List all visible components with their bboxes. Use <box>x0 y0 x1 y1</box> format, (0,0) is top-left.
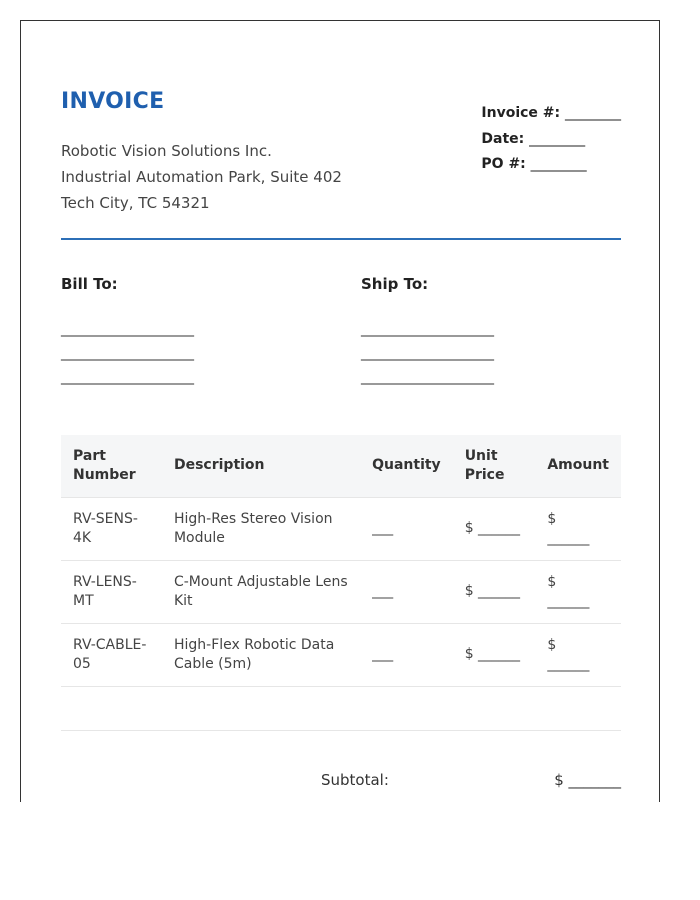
quantity-cell: ___ <box>360 560 453 623</box>
amount-cell <box>535 560 621 623</box>
po-number-row <box>481 152 621 178</box>
bill-to-label: Bill To: <box>61 275 118 293</box>
amount-currency: $ <box>547 510 557 527</box>
empty-cell <box>453 686 536 730</box>
part-number-cell: RV-LENS-MT <box>61 560 162 623</box>
invoice-date-row <box>481 127 621 153</box>
quantity-cell: ___ <box>360 497 453 560</box>
quantity-cell: ___ <box>360 623 453 686</box>
bill-to-line: ___________________ <box>61 369 194 385</box>
ship-to-block <box>361 275 601 389</box>
table-header-row <box>61 435 621 497</box>
ship-to-line: ___________________ <box>361 321 494 337</box>
bill-to-line: ___________________ <box>61 345 194 361</box>
header-amount: Amount <box>535 435 621 497</box>
table-row <box>61 560 621 623</box>
empty-cell <box>61 686 162 730</box>
header-description: Description <box>162 435 360 497</box>
invoice-title: INVOICE <box>61 89 165 114</box>
amount-value: ______ <box>547 592 590 609</box>
unit-price-cell: $ ______ <box>453 560 536 623</box>
empty-cell <box>162 686 360 730</box>
amount-currency: $ <box>547 636 557 653</box>
unit-price-cell: $ ______ <box>453 497 536 560</box>
subtotal-label: Subtotal: <box>321 771 389 789</box>
description-cell: High-Flex Robotic Data Cable (5m) <box>162 623 360 686</box>
header-divider <box>61 238 621 240</box>
part-number-cell: RV-SENS-4K <box>61 497 162 560</box>
po-number-label: PO #: <box>481 156 526 172</box>
empty-cell <box>360 686 453 730</box>
invoice-date-label: Date: <box>481 130 525 147</box>
bill-to-line: ___________________ <box>61 321 194 337</box>
invoice-number-row <box>481 101 621 127</box>
invoice-number-label: Invoice #: <box>481 105 561 121</box>
ship-to-label: Ship To: <box>361 275 429 293</box>
table-row <box>61 497 621 560</box>
amount-value: ______ <box>547 529 590 546</box>
line-items-table <box>61 435 621 731</box>
header-unit-price: Unit Price <box>453 435 536 497</box>
part-number-cell: RV-CABLE-05 <box>61 623 162 686</box>
header-quantity: Quantity <box>360 435 453 497</box>
amount-cell <box>535 623 621 686</box>
empty-cell <box>535 686 621 730</box>
subtotal-value: $ _______ <box>554 771 621 789</box>
description-cell: High-Res Stereo Vision Module <box>162 497 360 560</box>
invoice-date-value: ________ <box>529 130 586 147</box>
company-address-line1: Industrial Automation Park, Suite 402 <box>61 168 342 186</box>
invoice-meta <box>481 101 621 178</box>
description-cell: C-Mount Adjustable Lens Kit <box>162 560 360 623</box>
amount-value: ______ <box>547 655 590 672</box>
bill-to-block <box>61 275 301 389</box>
company-name: Robotic Vision Solutions Inc. <box>61 142 272 160</box>
ship-to-line: ___________________ <box>361 345 494 361</box>
table-row <box>61 623 621 686</box>
table-row-empty <box>61 686 621 730</box>
invoice-page <box>20 20 660 802</box>
po-number-value: ________ <box>530 156 587 172</box>
company-block <box>61 138 342 216</box>
company-address-line2: Tech City, TC 54321 <box>61 194 210 212</box>
unit-price-cell: $ ______ <box>453 623 536 686</box>
amount-cell <box>535 497 621 560</box>
ship-to-line: ___________________ <box>361 369 494 385</box>
header-part-number: Part Number <box>61 435 162 497</box>
amount-currency: $ <box>547 573 557 590</box>
invoice-number-value: ________ <box>565 105 621 121</box>
